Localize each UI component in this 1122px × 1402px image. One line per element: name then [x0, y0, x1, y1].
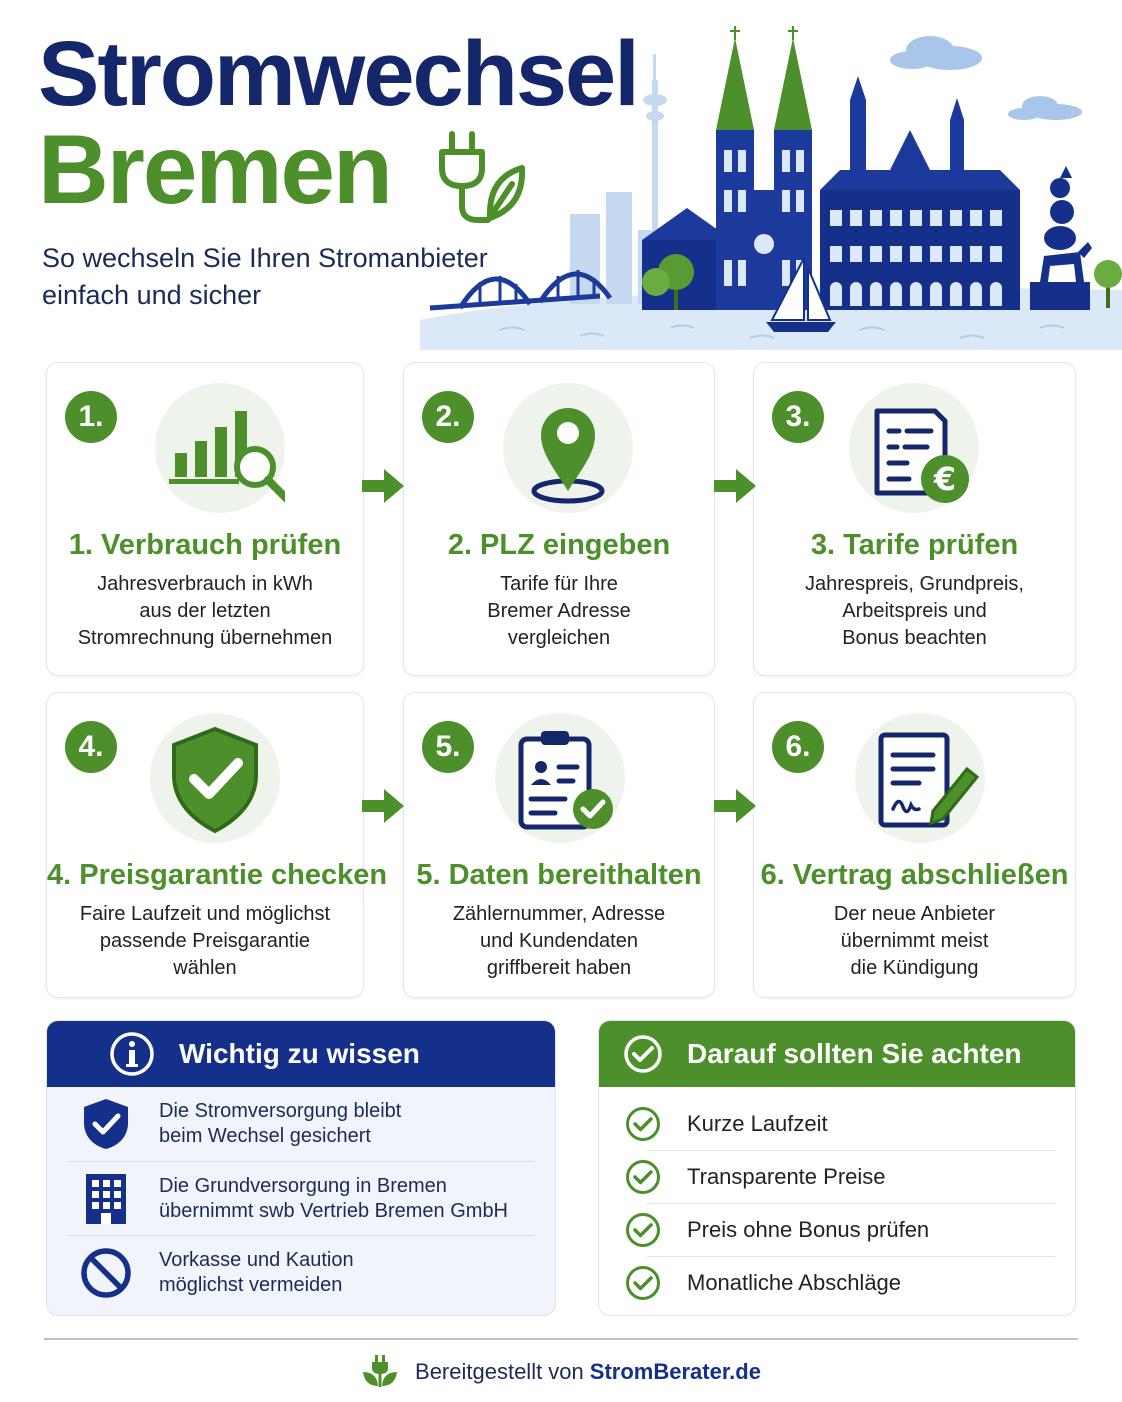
step-desc-line: übernimmt meist: [840, 930, 989, 952]
check-circle-icon: [625, 1212, 661, 1248]
step-card-3: [753, 362, 1076, 676]
info-item-line: möglichst vermeiden: [159, 1273, 343, 1296]
step-desc-line: die Kündigung: [850, 957, 979, 979]
info-icon: [109, 1031, 155, 1077]
info-box: [46, 1020, 556, 1316]
footer: [0, 1352, 1122, 1392]
invoice-euro-icon: [849, 383, 979, 513]
plug-leaf-icon: [361, 1354, 399, 1390]
footer-divider: [44, 1338, 1078, 1340]
checklist-item: [647, 1203, 1055, 1256]
step-desc-line: Jahrespreis, Grundpreis,: [805, 573, 1024, 595]
info-item-line: Vorkasse und Kaution: [159, 1248, 354, 1271]
checklist-header: [599, 1021, 1075, 1087]
step-desc-line: vergleichen: [507, 627, 611, 649]
icon-circle: [150, 713, 280, 843]
arrow-right-icon: [712, 466, 758, 506]
step-description: [55, 571, 355, 652]
footer-brand-link[interactable]: StromBerater.de: [589, 1359, 761, 1384]
cloud-icon: [890, 36, 1082, 120]
check-circle-icon: [623, 1034, 663, 1074]
icon-circle: [849, 383, 979, 513]
step-desc-line: Arbeitspreis und: [842, 600, 987, 622]
contract-pen-icon: [855, 713, 985, 843]
step-desc-line: und Kundendaten: [480, 930, 638, 952]
step-desc-line: Stromrechnung übernehmen: [77, 627, 333, 649]
checklist-item-label: Transparente Preise: [687, 1164, 886, 1189]
checklist-title: Darauf sollten Sie achten: [687, 1038, 1022, 1069]
footer-prefix: Bereitgestellt von: [415, 1359, 584, 1384]
step-desc-line: wählen: [173, 957, 237, 979]
shield-check-icon: [150, 713, 280, 843]
step-description: [762, 571, 1067, 652]
info-box-title: Wichtig zu wissen: [179, 1038, 420, 1069]
info-item: [67, 1161, 535, 1235]
step-description: [412, 901, 706, 982]
step-desc-line: Faire Laufzeit und möglichst: [79, 903, 331, 925]
shield-icon: [81, 1097, 131, 1151]
bar-chart-magnifier-icon: [155, 383, 285, 513]
checklist-box: [598, 1020, 1076, 1316]
step-desc-line: aus der letzten: [139, 600, 271, 622]
step-desc-line: Bonus beachten: [842, 627, 987, 649]
step-number-badge: 1.: [65, 391, 117, 443]
info-item: [67, 1087, 535, 1161]
step-card-4: [46, 692, 388, 998]
step-description: [412, 571, 706, 652]
clipboard-check-icon: [495, 713, 625, 843]
check-circle-icon: [625, 1159, 661, 1195]
step-desc-line: Jahresverbrauch in kWh: [97, 573, 313, 595]
title-line-2: Bremen: [38, 114, 391, 224]
step-title: 3. Tarife prüfen: [810, 529, 1019, 561]
step-desc-line: Bremer Adresse: [487, 600, 631, 622]
icon-circle: [495, 713, 625, 843]
step-card-1: [46, 362, 364, 676]
checklist-item: [647, 1150, 1055, 1203]
checklist-item-label: Preis ohne Bonus prüfen: [687, 1217, 930, 1242]
check-circle-icon: [625, 1265, 661, 1301]
step-desc-line: Tarife für Ihre: [500, 573, 618, 595]
subtitle-line-1: So wechseln Sie Ihren Stromanbieter: [42, 243, 488, 273]
info-item-line: Die Stromversorgung bleibt: [159, 1100, 402, 1122]
subtitle-line-2: einfach und sicher: [42, 280, 262, 310]
step-description: [55, 901, 355, 982]
step-title: 1. Verbrauch prüfen: [68, 529, 342, 561]
step-title: 4. Preisgarantie checken: [47, 859, 388, 891]
title-line-1: Stromwechsel: [38, 23, 638, 125]
step-title: 5. Daten bereithalten: [416, 859, 702, 891]
step-desc-line: griffbereit haben: [486, 957, 632, 979]
step-card-6: [753, 692, 1076, 998]
info-item-line: Die Grundversorgung in Bremen: [159, 1174, 447, 1197]
step-description: [762, 901, 1067, 982]
step-card-5: [403, 692, 715, 998]
info-item-line: beim Wechsel gesichert: [159, 1125, 371, 1147]
info-box-header: [47, 1021, 555, 1087]
step-number-badge: 4.: [65, 721, 117, 773]
step-desc-line: Der neue Anbieter: [833, 903, 996, 925]
checklist-item-label: Kurze Laufzeit: [687, 1110, 828, 1136]
bremen-skyline-illustration: [420, 20, 1122, 350]
step-number-badge: 2.: [422, 391, 474, 443]
info-item-line: übernimmt swb Vertrieb Bremen GmbH: [159, 1199, 509, 1222]
info-item: [67, 1235, 535, 1309]
step-title: 2. PLZ eingeben: [447, 529, 671, 561]
icon-circle: [855, 713, 985, 843]
icon-circle: [155, 383, 285, 513]
step-card-2: [403, 362, 715, 676]
arrow-right-icon: [360, 466, 406, 506]
location-pin-icon: [503, 383, 633, 513]
checklist-item: [647, 1256, 1055, 1309]
check-circle-icon: [625, 1106, 661, 1142]
step-desc-line: passende Preisgarantie: [99, 930, 311, 952]
prohibited-icon: [80, 1247, 132, 1299]
checklist-item-label: Monatliche Abschläge: [687, 1270, 902, 1295]
header: [0, 0, 1122, 350]
arrow-right-icon: [712, 786, 758, 826]
step-number-badge: 5.: [422, 721, 474, 773]
step-desc-line: Zählernummer, Adresse: [452, 903, 666, 925]
step-title: 6. Vertrag abschließen: [760, 859, 1069, 891]
checklist-item: [625, 1097, 1055, 1150]
step-number-badge: 6.: [772, 721, 824, 773]
icon-circle: [503, 383, 633, 513]
arrow-right-icon: [360, 786, 406, 826]
step-number-badge: 3.: [772, 391, 824, 443]
svg-text:€: €: [933, 460, 956, 498]
building-icon: [84, 1172, 128, 1226]
